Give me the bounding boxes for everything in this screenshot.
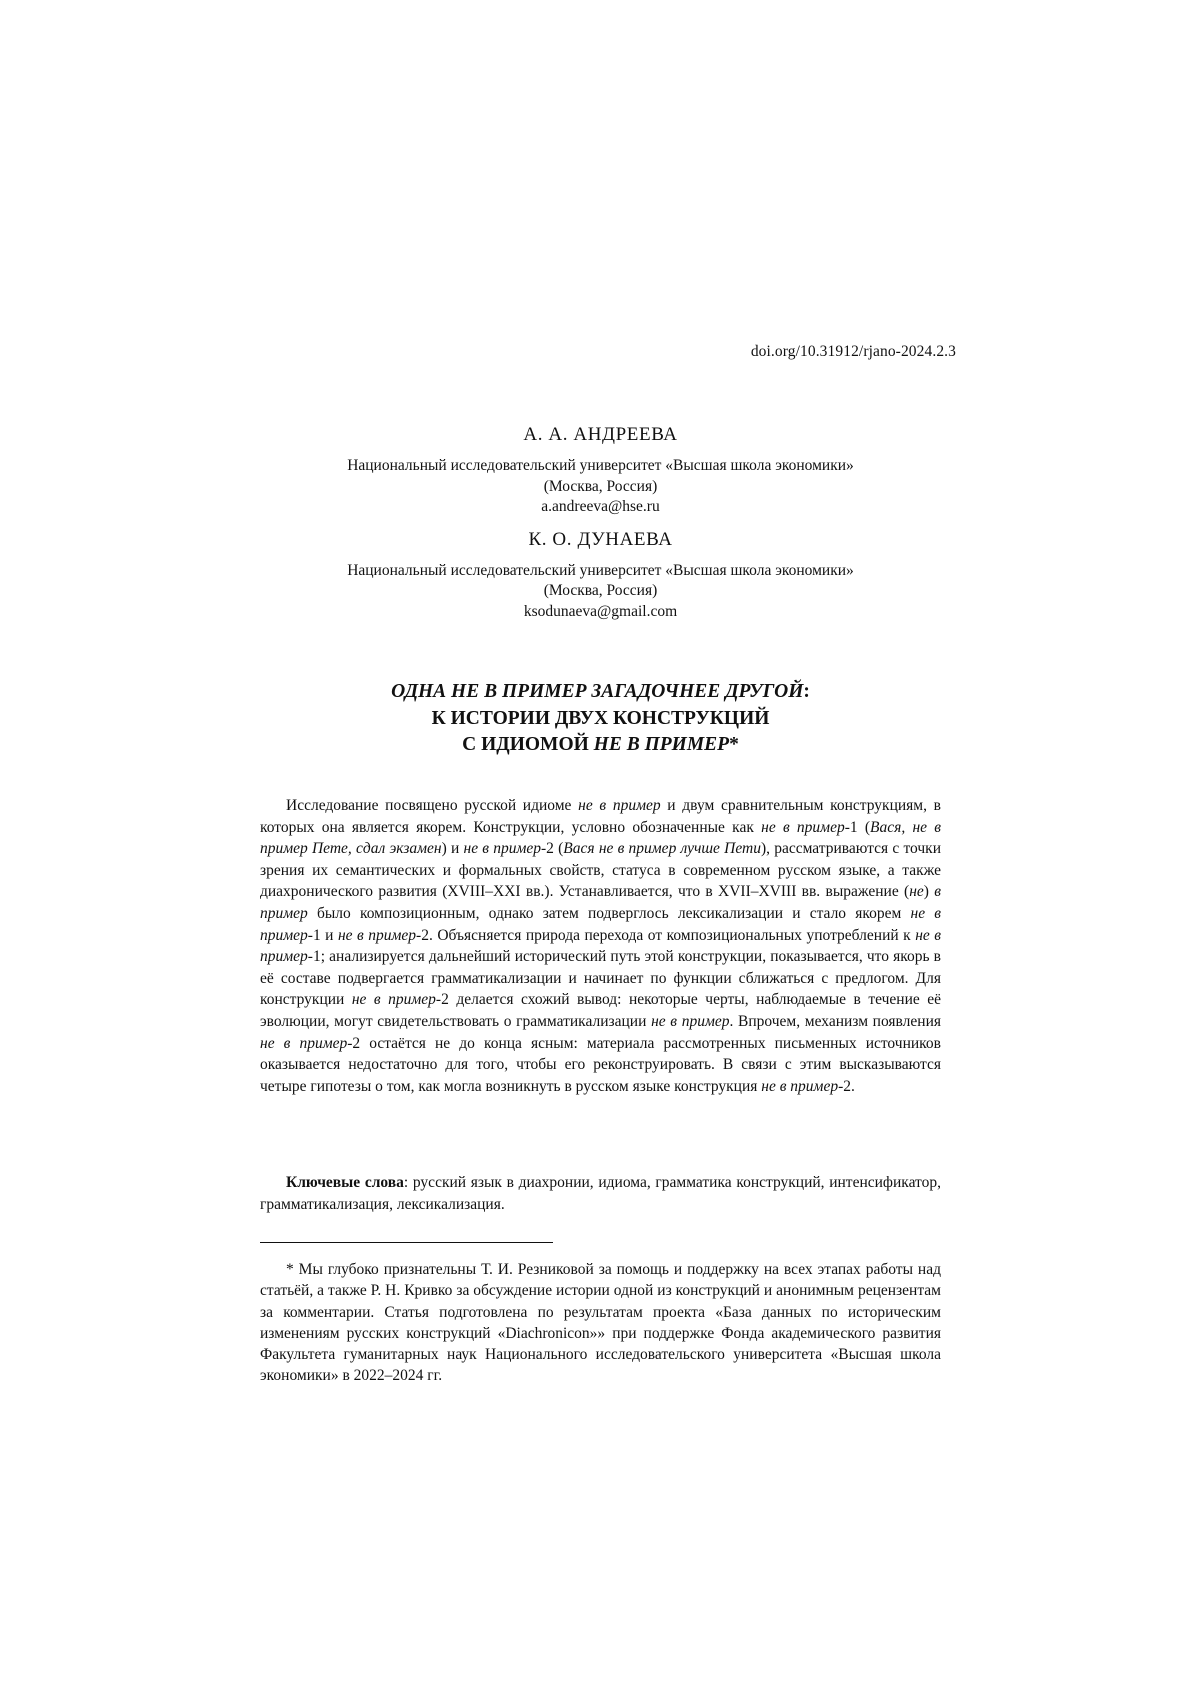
abstract-text: ) и [441,840,464,858]
author-email: ksodunaeva@gmail.com [523,602,678,620]
abstract-example: не в пример [761,818,845,836]
author-email: a.andreeva@hse.ru [541,498,660,515]
abstract-text: ), рассматриваются с точки зрения их семантических и формальных свойств, статуса в современном русском языке, а также диахронического развития (XVIII–XXI вв.). Устанавливается, что в XVII–XVIII вв. выражение ( [260,840,941,901]
abstract-text: -2. [838,1077,855,1095]
abstract-text: -1 ( [844,818,871,836]
abstract-text: -2 остаётся не до конца ясным: материала рассмотренных письменных источников оказывается недостаточно для того, чтобы его реконструировать. В связи с этим высказываются четыре гипотезы о том, как могла возникнуть в русском языке конструкция [260,1034,941,1095]
abstract [260,795,941,1097]
abstract-text: и двум сравнительным конструкциям, в которых она является якорем. Конструкции, условно обозначенные как [260,797,941,836]
abstract-example: Вася, не в пример Пете, сдал экзамен [260,818,941,858]
abstract-example: не в пример [260,1034,348,1052]
author-block [260,424,941,518]
keywords-label: Ключевые слова [286,1174,404,1191]
author-block [260,529,941,623]
article-title [260,679,941,759]
abstract-example: не в пример [578,797,661,814]
abstract-example: не в пример [761,1077,839,1095]
abstract-text: Исследование посвящено русской идиоме [286,797,579,814]
abstract-example: Вася не в пример лучше Пети [563,840,761,858]
abstract-text: -1; анализируется дальнейший исторический путь этой конструкции, показывается, что якорь в её составе подвергается грамматикализации и начинает по функции сближаться с предлогом. Для конструкции [260,948,941,1009]
keywords-text: : русский язык в диахронии, идиома, грамматика конструкций, интенсификатор, грамматикализация, лексикализация. [260,1174,941,1213]
abstract-text: -2 ( [541,840,564,858]
abstract-text: ) [923,883,935,901]
abstract-example: не в пример [351,991,436,1009]
author-list [260,424,941,622]
author-affiliation: Национальный исследовательский университет «Высшая школа экономики» [347,457,854,474]
footnote: * Мы глубоко признательны Т. И. Резниковой за помощь и поддержку на всех этапах работы над статьёй, а также Р. Н. Кривко за обсуждение истории одной из конструкций и анонимным рецензентам за комментарии. Статья подготовлена по результатам проекта «База данных по историческим изменениям русских конструкций «Diachronicon»» при поддержке Фонда академического развития Факультета гуманитарных наук Национального исследовательского университета «Высшая школа экономики» в 2022–2024 гг. [260,1261,941,1385]
keywords [260,1172,941,1215]
title-line-1 [260,679,941,706]
abstract-example: не в пример [651,1012,730,1030]
abstract-text: -2 делается схожий вывод: некоторые черты, наблюдаемые в течение её эволюции, могут свидетельствовать о грамматикализации [260,991,941,1030]
author-affiliation: Национальный исследовательский университет «Высшая школа экономики» [347,561,854,579]
abstract-example: в пример [260,883,941,922]
title-italic-part: ОДНА НЕ В ПРИМЕР ЗАГАДОЧНЕЕ ДРУГОЙ [391,681,804,702]
abstract-text: -1 и [307,926,338,944]
abstract-example: не в пример [260,926,941,966]
abstract-example: не [909,883,924,901]
title-plain-part: С ИДИОМОЙ [462,734,594,755]
author-location: (Москва, Россия) [543,582,658,599]
title-line-2: К ИСТОРИИ ДВУХ КОНСТРУКЦИЙ [431,707,770,729]
title-line-3 [260,732,941,759]
abstract-example: не в пример [337,926,417,944]
abstract-text: было композиционным, однако затем подверглось лексикализации и стало якорем [307,904,911,922]
doi-link: doi.org/10.31912/rjano-2024.2.3 [750,343,956,360]
abstract-example: не в пример [260,904,941,944]
abstract-example: не в пример [463,840,541,858]
title-idiom: НЕ В ПРИМЕР [593,734,730,755]
author-name: А. А. АНДРЕЕВА [523,424,678,445]
author-name: К. О. ДУНАЕВА [528,528,673,550]
abstract-text: . Впрочем, механизм появления [729,1012,941,1030]
author-location: (Москва, Россия) [543,477,658,495]
title-colon: : [803,681,810,702]
footnote-mark: * [729,734,739,755]
footnote-divider [260,1242,553,1243]
abstract-text: -2. Объясняется природа перехода от композициональных употреблений к [416,926,916,944]
